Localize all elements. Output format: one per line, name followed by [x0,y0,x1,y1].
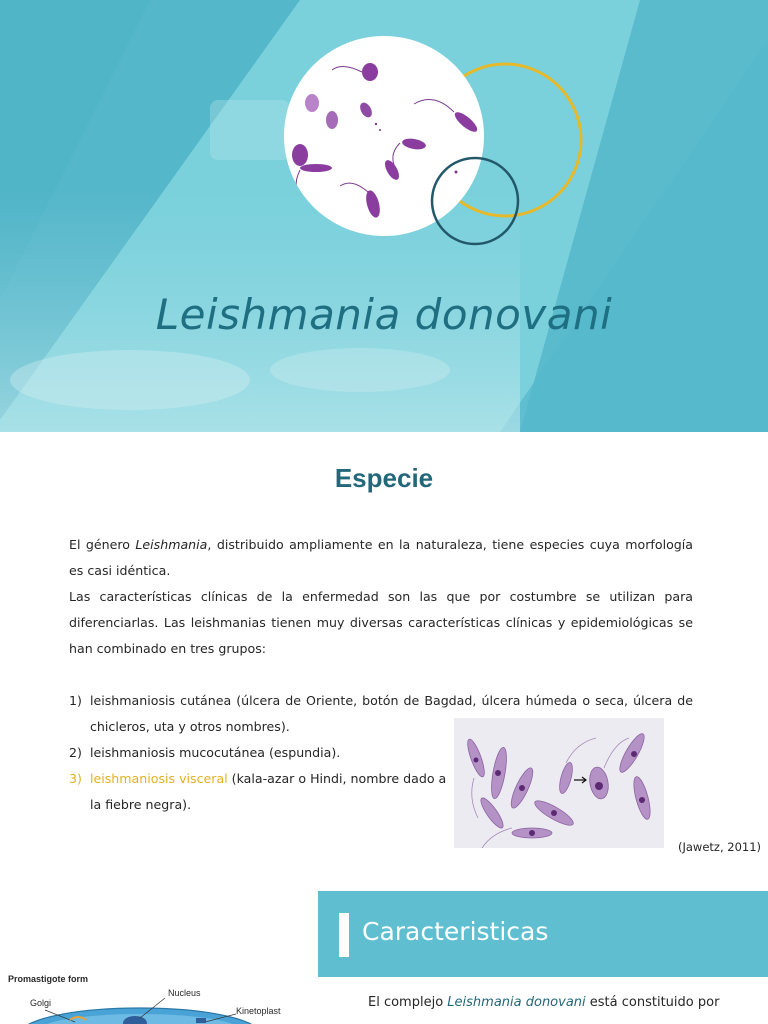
promastigote-diagram [0,968,300,1024]
caracteristicas-text-end: está constituido por [585,995,720,1010]
list-item-text: (kala-azar o Hindi, nombre dado a la fiebre negra). [90,771,447,812]
section-heading-especie: Especie [334,463,434,493]
paragraph-caracteristicas-clinicas: Las características clínicas de la enfermedad son las que por costumbre se utilizan para diferenciarlas. Las leishmanias tienen muy diversas características clínicas y epidemiológicas se han combinado en tres grupos: [69,589,693,656]
highlighted-term: leishmaniosis visceral [90,771,228,786]
section-heading-caracteristicas: Caracteristicas [362,917,549,946]
caracteristicas-text [368,995,719,1010]
list-number: 2) [69,745,82,760]
list-number: 1) [69,693,82,708]
accent-mark [339,913,349,957]
caracteristicas-header-bar [318,891,768,977]
list-item-text: leishmaniosis mucocutánea (espundia). [90,745,341,760]
micrograph-image [454,718,664,848]
promastigote-cell-icon [0,968,300,1024]
page-title: Leishmania donovani [155,290,613,339]
list-number: 3) [69,771,82,786]
caracteristicas-text-start: El complejo [368,995,448,1010]
paragraph-genero [69,532,693,584]
label-kinetoplast: Kinetoplast [236,1006,281,1016]
label-golgi: Golgi [30,998,52,1008]
hero-background [0,0,768,432]
list-item-visceral [69,766,449,818]
list-item-mucocutanea [69,740,449,766]
citation: (Jawetz, 2011) [678,840,762,854]
leishmania-micrograph-icon [454,718,664,848]
paragraph-genero-end: , distribuido ampliamente en la naturaleza, tiene especies cuya morfología es casi idéntica. [69,537,693,578]
genus-name: Leishmania [135,537,208,552]
microscope-slide-circle-icon [284,36,484,236]
paragraph-genero-start: El género [69,537,136,552]
hero-banner [0,0,768,432]
label-nucleus: Nucleus [168,988,201,998]
list-item-text: leishmaniosis cutánea (úlcera de Oriente, botón de Bagdad, úlcera húmeda o seca, úlcera de chicleros, uta y otros nombres). [90,693,693,734]
diagram-title: Promastigote form [8,974,89,984]
species-name: Leishmania donovani [447,995,586,1010]
